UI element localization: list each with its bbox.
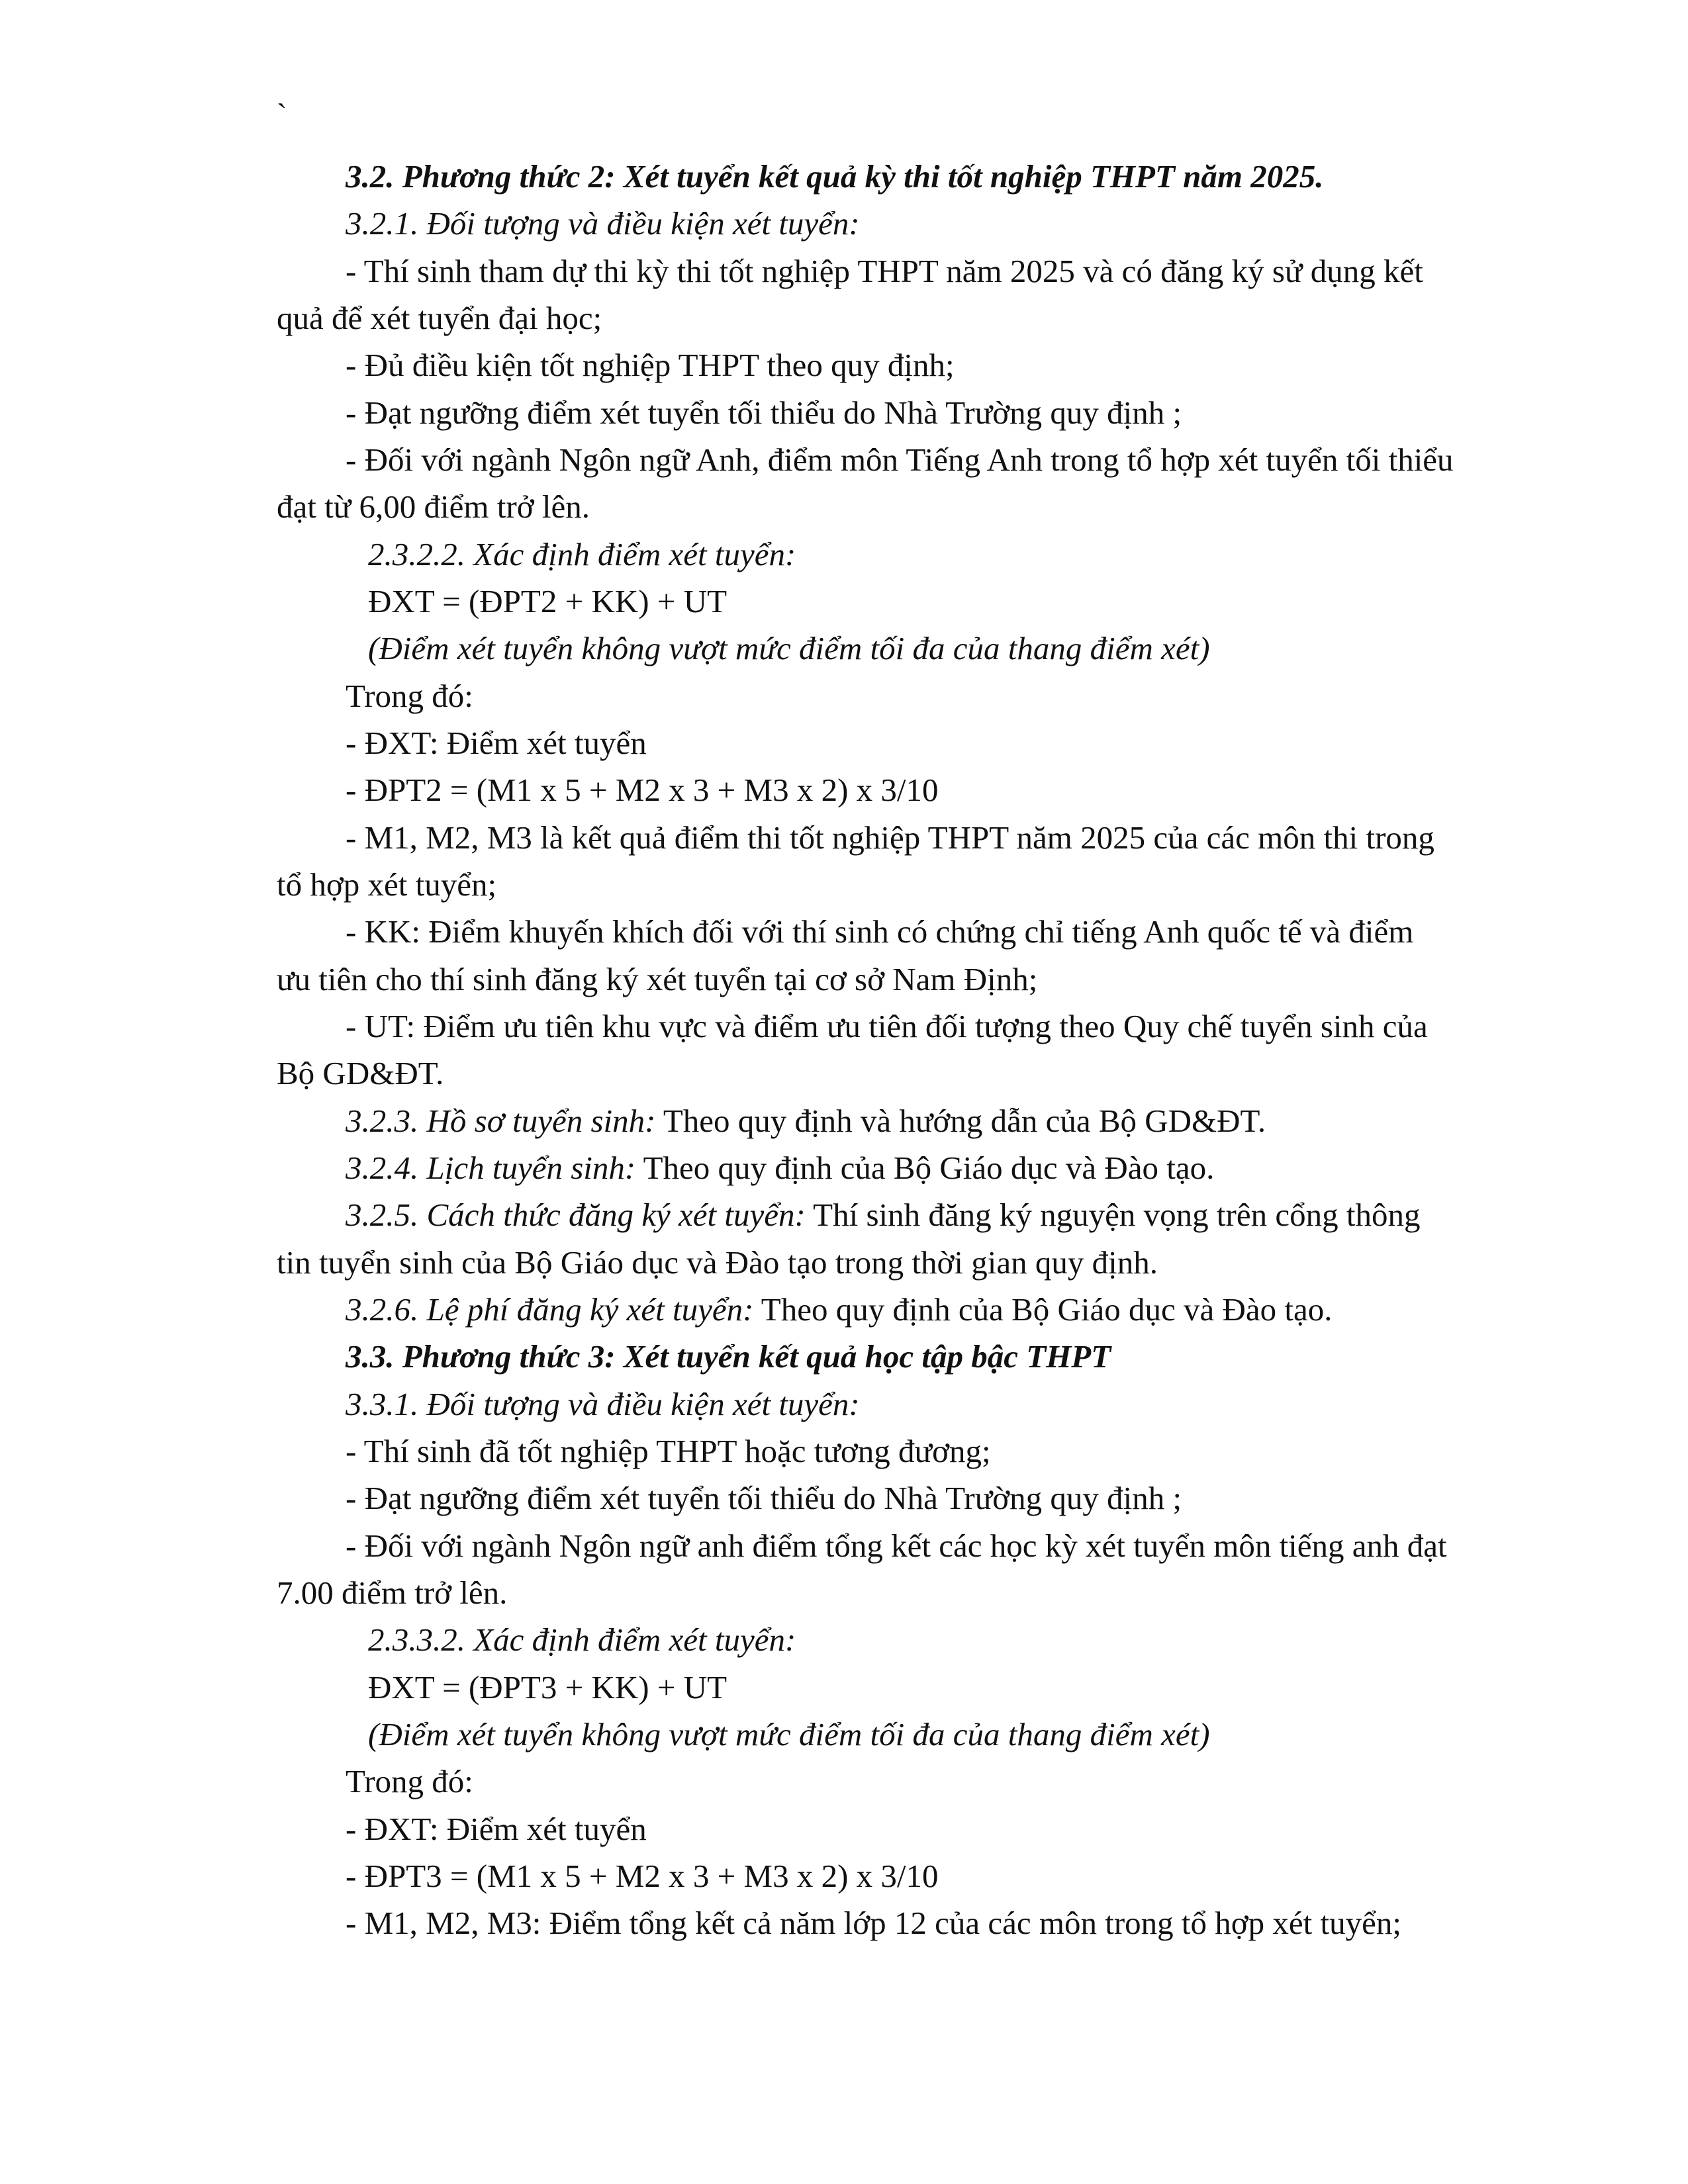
note-line: (Điểm xét tuyển không vượt mức điểm tối đa của thang điểm xét) [368,630,1210,666]
section-heading-3-2: 3.2. Phương thức 2: Xét tuyển kết quả kỳ thi tốt nghiệp THPT năm 2025. [346,158,1324,195]
item-label: 3.2.4. Lịch tuyển sinh: [346,1150,636,1186]
item-text: Thí sinh đăng ký nguyện vọng trên cổng thông [805,1197,1421,1233]
item-text: Theo quy định của Bộ Giáo dục và Đào tạo. [753,1291,1333,1328]
paragraph-line: - KK: Điểm khuyến khích đối với thí sinh có chứng chỉ tiếng Anh quốc tế và điểm [346,913,1414,950]
formula-line: ĐXT = (ĐPT2 + KK) + UT [368,583,727,619]
paragraph-line [346,1195,1420,1235]
note-line: (Điểm xét tuyển không vượt mức điểm tối đa của thang điểm xét) [368,1716,1210,1752]
paragraph-line: - Đủ điều kiện tốt nghiệp THPT theo quy định; [346,347,955,383]
paragraph-line: tin tuyển sinh của Bộ Giáo dục và Đào tạo trong thời gian quy định. [277,1244,1158,1281]
paragraph-line: - ĐXT: Điểm xét tuyển [346,1811,647,1847]
subheading-score: 2.3.2.2. Xác định điểm xét tuyển: [368,536,796,572]
formula-line: - ĐPT3 = (M1 x 5 + M2 x 3 + M3 x 2) x 3/10 [346,1858,939,1894]
paragraph-line: - Đối với ngành Ngôn ngữ anh điểm tổng kết các học kỳ xét tuyển môn tiếng anh đạt [346,1527,1447,1564]
paragraph-line: quả để xét tuyển đại học; [277,300,602,336]
paragraph-line: - ĐXT: Điểm xét tuyển [346,725,647,761]
formula-line: - ĐPT2 = (M1 x 5 + M2 x 3 + M3 x 2) x 3/10 [346,772,939,808]
item-label: 3.2.6. Lệ phí đăng ký xét tuyển: [346,1291,754,1328]
paragraph-line: Trong đó: [346,1763,473,1799]
subheading-3-2-1: 3.2.1. Đối tượng và điều kiện xét tuyển: [346,205,860,242]
subheading-score: 2.3.3.2. Xác định điểm xét tuyển: [368,1621,796,1658]
item-text: Theo quy định và hướng dẫn của Bộ GD&ĐT. [655,1103,1266,1139]
paragraph-line: - Đạt ngưỡng điểm xét tuyển tối thiểu do Nhà Trường quy định ; [346,394,1182,431]
formula-line: ĐXT = (ĐPT3 + KK) + UT [368,1669,727,1706]
subheading-3-3-1: 3.3.1. Đối tượng và điều kiện xét tuyển: [346,1386,860,1422]
paragraph-line: tổ hợp xét tuyển; [277,866,497,903]
item-label: 3.2.5. Cách thức đăng ký xét tuyển: [346,1197,806,1233]
paragraph-line: Bộ GD&ĐT. [277,1055,444,1091]
paragraph-line [346,1290,1333,1330]
paragraph-line: - M1, M2, M3 là kết quả điểm thi tốt nghiệp THPT năm 2025 của các môn thi trong [346,819,1434,856]
paragraph-line: - Thí sinh tham dự thi kỳ thi tốt nghiệp THPT năm 2025 và có đăng ký sử dụng kết [346,253,1423,289]
paragraph-line: - Thí sinh đã tốt nghiệp THPT hoặc tương đương; [346,1433,991,1469]
stray-mark: ` [277,97,287,131]
item-label: 3.2.3. Hồ sơ tuyển sinh: [346,1103,656,1139]
paragraph-line: - UT: Điểm ưu tiên khu vực và điểm ưu tiên đối tượng theo Quy chế tuyển sinh của [346,1008,1428,1044]
section-heading-3-3: 3.3. Phương thức 3: Xét tuyển kết quả học tập bậc THPT [346,1338,1111,1375]
paragraph-line: đạt từ 6,00 điểm trở lên. [277,488,590,525]
paragraph-line: - Đạt ngưỡng điểm xét tuyển tối thiểu do Nhà Trường quy định ; [346,1480,1182,1516]
paragraph-line [346,1148,1214,1188]
item-text: Theo quy định của Bộ Giáo dục và Đào tạo. [635,1150,1215,1186]
paragraph-line: - Đối với ngành Ngôn ngữ Anh, điểm môn Tiếng Anh trong tổ hợp xét tuyển tối thiểu [346,441,1454,478]
paragraph-line: - M1, M2, M3: Điểm tổng kết cả năm lớp 12 của các môn trong tổ hợp xét tuyển; [346,1905,1402,1941]
paragraph-line: ưu tiên cho thí sinh đăng ký xét tuyển tại cơ sở Nam Định; [277,961,1038,997]
paragraph-line: 7.00 điểm trở lên. [277,1574,508,1611]
paragraph-line: Trong đó: [346,678,473,714]
paragraph-line [346,1101,1266,1141]
